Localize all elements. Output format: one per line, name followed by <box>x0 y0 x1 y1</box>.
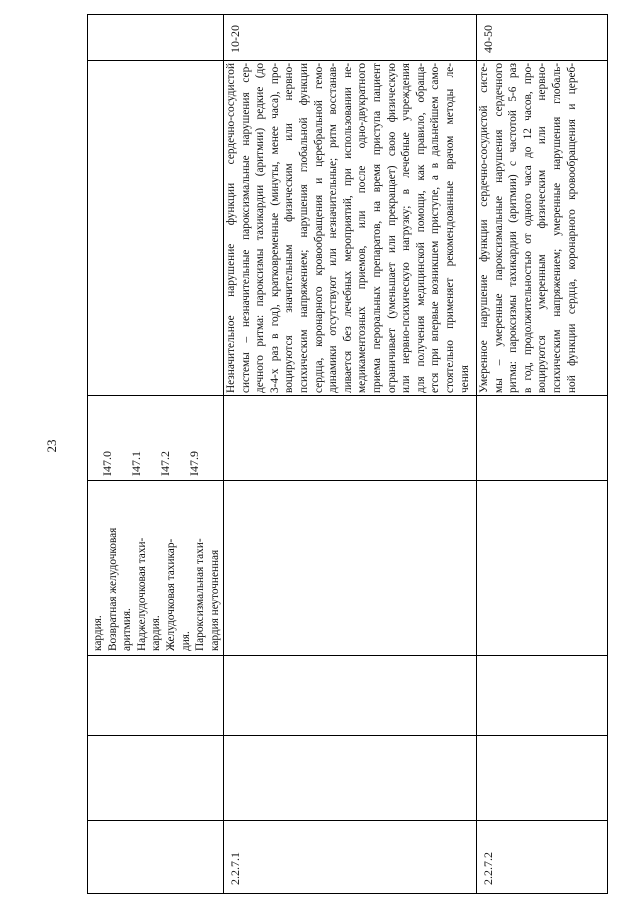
description-line: ется при впервые возникшем приступе, а в дальнейшем само- <box>429 63 442 393</box>
description-line: воцируются значительным физическим или нервно- <box>283 63 296 393</box>
description-line: сердца, коронарного кровообращения и церебральной гемо- <box>312 63 325 393</box>
description-line: стоятельно применяет рекомендованные врачом методы ле- <box>443 63 456 393</box>
description-line: воцируются умеренным физическим или нервно- <box>536 63 549 393</box>
score-range-header: 10-20 <box>228 25 242 53</box>
table-divider <box>88 735 607 736</box>
diagnosis-line: Пароксизмальная тахи- <box>194 538 207 651</box>
diagnosis-line: Наджелудочковая тахи- <box>135 537 148 651</box>
classification-table <box>87 14 608 894</box>
description-line: ной функции сердца, коронарного кровообращения и цереб- <box>565 63 578 393</box>
diagnosis-line: кардия. <box>92 615 104 651</box>
description-line: системы – незначительные пароксизмальные нарушения сер- <box>239 63 252 393</box>
description-line: медикаментозных приемов, или после одно-двукратного <box>356 63 369 393</box>
description-line: чения <box>458 365 471 393</box>
description-line: мы – умеренные пароксизмальные нарушения сердечного <box>492 63 505 393</box>
description-line: ограничивает (уменьшает или прекращает) свою физическую <box>385 63 398 393</box>
row-code: 2.2.7.2 <box>481 852 495 885</box>
diagnosis-list <box>91 401 222 651</box>
table-divider <box>88 655 607 656</box>
diagnosis-line: Желудочковая тахикар- <box>164 538 177 651</box>
icd-code: I47.2 <box>158 451 172 476</box>
description-line: 3-4-х раз в год), кратковременные (минуты, менее часа), про- <box>268 63 281 393</box>
score-range: 40-50 <box>481 25 495 53</box>
description-line: для получения медицинской помощи, как правило, обраща- <box>414 63 427 393</box>
row-code: 2.2.7.1 <box>228 852 242 885</box>
description-line: психическим напряжением; умеренные нарушения глобаль- <box>550 63 563 393</box>
icd-code: I47.9 <box>187 451 201 476</box>
table-divider <box>88 60 607 61</box>
page-number: 23 <box>44 439 59 453</box>
table-divider <box>88 395 607 396</box>
icd-code: I47.0 <box>100 451 114 476</box>
description-line: в год, продолжительностью от одного часа до 12 часов, про- <box>521 63 534 393</box>
description-line: или нервно-психическую нагрузку; в лечебные учреждения <box>400 63 413 393</box>
description-line: ливается без лечебных мероприятий, при использовании не- <box>341 63 354 393</box>
description-line: приема пероральных препаратов, на время приступа пациент <box>370 63 383 393</box>
diagnosis-line: кардия. <box>150 615 163 651</box>
description-line: психическим напряжением; нарушения глобальной функции <box>297 63 310 393</box>
description-line: Умеренное нарушение функции сердечно-сосудистой систе- <box>478 63 490 393</box>
table-divider <box>88 820 607 821</box>
criteria-description <box>477 63 579 393</box>
description-line: Незначительное нарушение функции сердечно-сосудистой <box>225 63 237 393</box>
criteria-description <box>224 63 472 393</box>
icd-code: I47.1 <box>129 451 143 476</box>
description-line: ритма: пароксизмы тахикардии (аритмии) с частотой 5-6 раз <box>507 63 520 393</box>
diagnosis-line: кардия неуточненная <box>208 549 221 651</box>
description-line: динамики отсутствуют или незначительные; ритм восстанав- <box>327 63 340 393</box>
diagnosis-line: Возвратная желудочковая <box>106 527 119 651</box>
diagnosis-line: аритмия. <box>121 608 134 651</box>
description-line: дечного ритма: пароксизмы тахикардии (аритмии) редкие (до <box>254 63 267 393</box>
diagnosis-line: дия. <box>179 631 192 651</box>
